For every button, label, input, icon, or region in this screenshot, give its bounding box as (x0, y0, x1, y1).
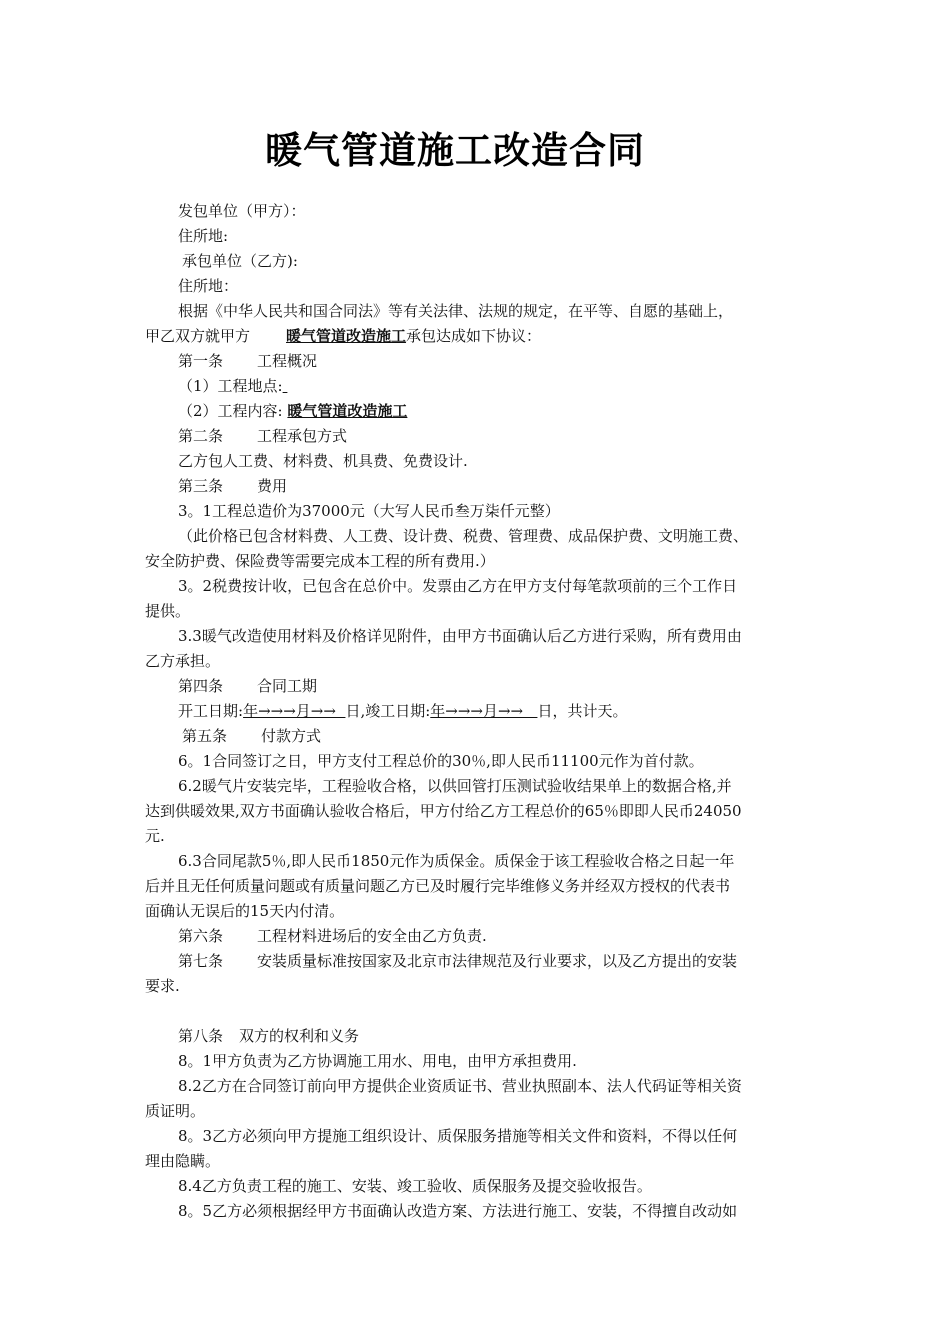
clause-6-2-line-1: 6.2暖气片安装完毕，工程验收合格，以供回管打压测试验收结果单上的数据合格,并 (178, 777, 732, 795)
article-1-heading (178, 351, 317, 371)
article-2-heading (178, 426, 347, 446)
party-a-line: 发包单位（甲方）： (178, 202, 306, 220)
preamble-suffix: 承包达成如下协议： (406, 327, 542, 345)
article-label: 第二条 (178, 427, 224, 445)
clause-3-3-line-2: 乙方承担。 (145, 652, 221, 670)
project-name: 暖气管道改造施工 (286, 327, 407, 345)
article-label: 第七条 (178, 952, 224, 970)
article-6 (178, 926, 487, 946)
clause-6-1: 6。1合同签订之日，甲方支付工程总价的30％,即人民币11100元作为首付款。 (178, 752, 704, 770)
article-label: 第三条 (178, 477, 224, 495)
clause-6-3-line-2: 后并且无任何质量问题或有质量问题乙方已及时履行完毕维修义务并经双方授权的代表书 (145, 877, 731, 895)
total-days-text: 日，共计天。 (537, 702, 628, 720)
clause-8-2-line-1: 8.2乙方在合同签订前向甲方提供企业资质证书、营业执照副本、法人代码证等相关资 (178, 1077, 742, 1095)
clause-8-1: 8。1甲方负责为乙方协调施工用水、用电，由甲方承担费用. (178, 1052, 577, 1070)
clause-8-3-line-1: 8。3乙方必须向甲方提施工组织设计、质保服务措施等相关文件和资料，不得以任何 (178, 1127, 738, 1145)
document-title: 暖气管道施工改造合同 (265, 129, 645, 172)
article-title: 合同工期 (257, 677, 318, 695)
article-title: 工程概况 (257, 352, 318, 370)
clause-6-3-line-3: 面确认无误后的15天内付清。 (145, 902, 345, 920)
party-b-line: 承包单位（乙方): (182, 252, 298, 270)
clause-3-3-line-1: 3.3暖气改造使用材料及价格详见附件，由甲方书面确认后乙方进行采购，所有费用由 (178, 627, 742, 645)
preamble-line-2 (145, 326, 541, 346)
article-text: 工程材料进场后的安全由乙方负责. (257, 927, 487, 945)
article-text: 安装质量标准按国家及北京市法律规范及行业要求，以及乙方提出的安装 (257, 952, 738, 970)
article-2-text: 乙方包人工费、材料费、机具费、免费设计. (178, 452, 468, 470)
clause-3-1-note-line-1: （此价格已包含材料费、人工费、设计费、税费、管理费、成品保护费、文明施工费、 (178, 527, 749, 545)
location-blank (283, 376, 289, 396)
article-5-heading (182, 726, 321, 746)
article-label: 第八条 (178, 1027, 224, 1045)
clause-6-2-line-3: 元. (145, 827, 165, 845)
article-label: 第六条 (178, 927, 224, 945)
clause-8-2-line-2: 质证明。 (145, 1102, 206, 1120)
project-location-line (178, 376, 289, 396)
party-b-address-line: 住所地： (178, 277, 239, 295)
project-location-label: （1）工程地点: (178, 377, 283, 395)
clause-8-5-line-1: 8。5乙方必须根据经甲方书面确认改造方案、方法进行施工、安装，不得擅自改动如 (178, 1202, 738, 1220)
project-content-value: 暖气管道改造施工 (287, 402, 408, 420)
article-label: 第四条 (178, 677, 224, 695)
article-8-heading (178, 1026, 359, 1046)
clause-6-2-line-2: 达到供暖效果,双方书面确认验收合格后，甲方付给乙方工程总价的65％即即人民币24050 (145, 802, 742, 820)
start-date-label: 开工日期: (178, 702, 244, 720)
article-title: 双方的权利和义务 (239, 1027, 360, 1045)
preamble-line-1: 根据《中华人民共和国合同法》等有关法律、法规的规定，在平等、自愿的基础上， (178, 302, 734, 320)
party-a-address-line: 住所地: (178, 227, 229, 245)
clause-3-2-line-1: 3。2税费按计收，已包含在总价中。发票由乙方在甲方支付每笔款项前的三个工作日 (178, 577, 738, 595)
article-title: 费用 (257, 477, 288, 495)
clause-3-2-line-2: 提供。 (145, 602, 191, 620)
clause-3-1-note-line-2: 安全防护费、保险费等需要完成本工程的所有费用.） (145, 552, 495, 570)
article-title: 工程承包方式 (257, 427, 348, 445)
article-label: 第五条 (182, 727, 228, 745)
article-title: 付款方式 (261, 727, 322, 745)
completion-date-label: 日,竣工日期: (345, 702, 431, 720)
clause-3-1: 3。1工程总造价为37000元（大写人民币叁万柒仟元整） (178, 502, 560, 520)
article-7-line-1 (178, 951, 737, 971)
completion-date-blank: 年→→→月→→ (430, 702, 538, 720)
clause-8-4: 8.4乙方负责工程的施工、安装、竣工验收、质保服务及提交验收报告。 (178, 1177, 652, 1195)
project-content-line (178, 401, 407, 421)
article-3-heading (178, 476, 287, 496)
clause-6-3-line-1: 6.3合同尾款5％,即人民币1850元作为质保金。质保金于该工程验收合格之日起一年 (178, 852, 735, 870)
article-label: 第一条 (178, 352, 224, 370)
clause-8-3-line-2: 理由隐瞒。 (145, 1152, 221, 1170)
preamble-prefix: 甲乙双方就甲方 (145, 327, 251, 345)
article-7-line-2: 要求. (145, 977, 180, 995)
start-date-blank: 年→→→月→→ (243, 702, 346, 720)
article-4-heading (178, 676, 317, 696)
project-content-label: （2）工程内容: (178, 402, 283, 420)
schedule-line (178, 701, 627, 721)
